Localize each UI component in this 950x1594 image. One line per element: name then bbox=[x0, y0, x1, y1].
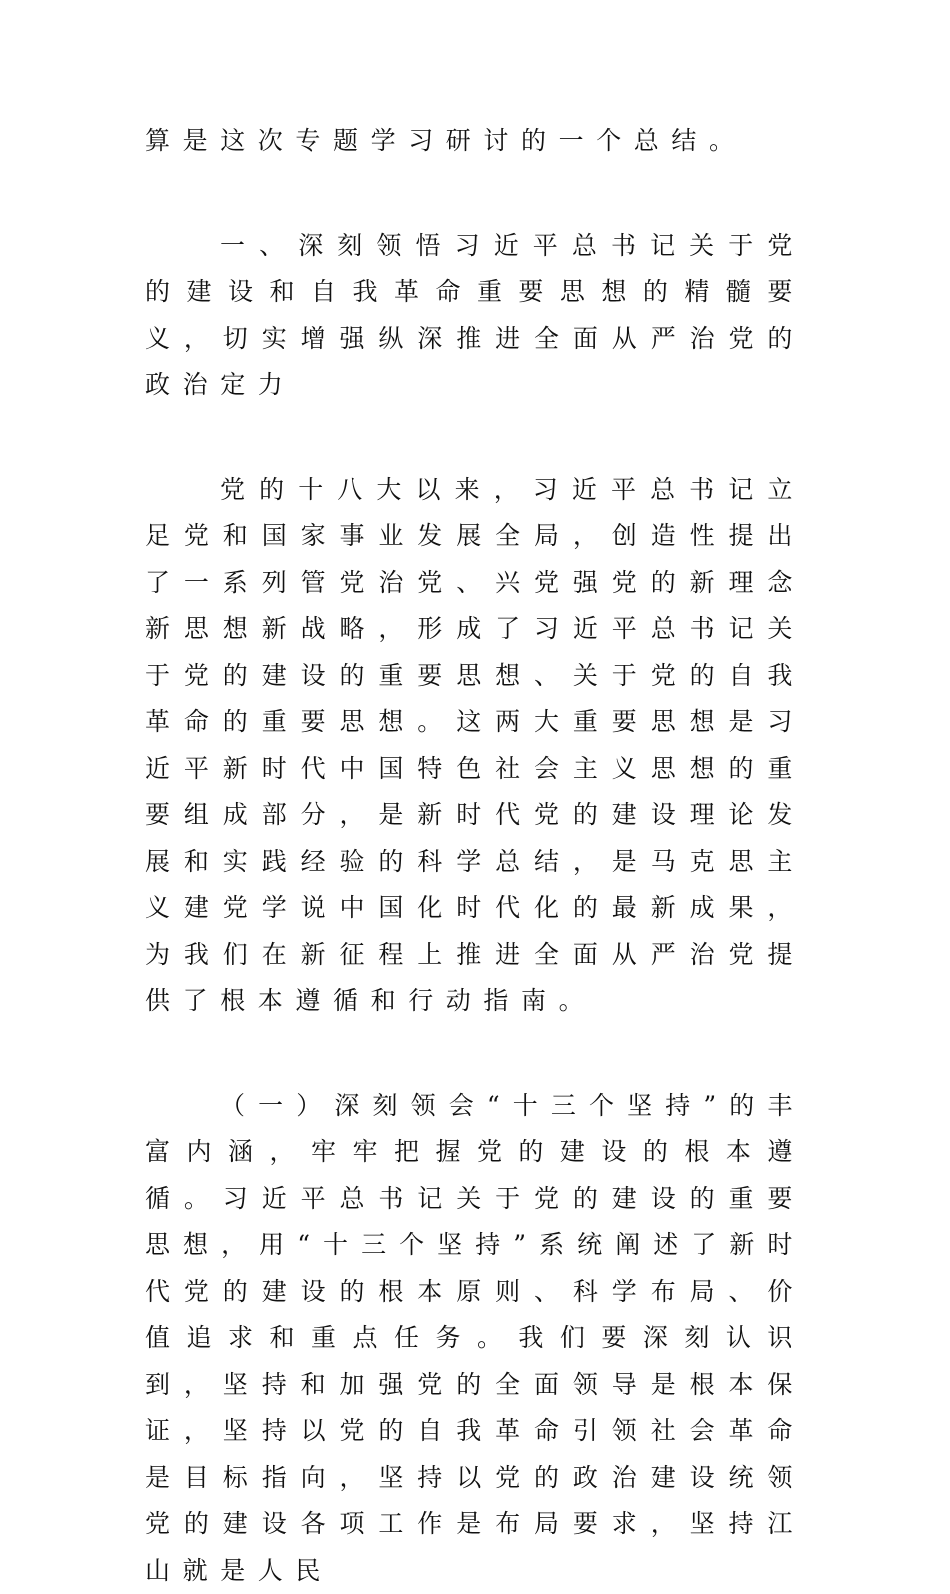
paragraph-gap bbox=[145, 409, 805, 467]
subsection-paragraph: （一）深刻领会“十三个坚持”的丰富内涵，牢牢把握党的建设的根本遵循。习近平总书记关于党的建设的重要思想，用“十三个坚持”系统阐述了新时代党的建设的根本原则、科学布局、价值追求和重点任务。我们要深刻认识到，坚持和加强党的全面领导是根本保证，坚持以党的自我革命引领社会革命是目标指向，坚持以党的政治建设统领党的建设各项工作是布局要求，坚持江山就是人民 bbox=[145, 1083, 805, 1594]
paragraph-continuation: 算是这次专题学习研讨的一个总结。 bbox=[145, 118, 805, 165]
section-heading: 一、深刻领悟习近平总书记关于党的建设和自我革命重要思想的精髓要义，切实增强纵深推进全面从严治党的政治定力 bbox=[145, 223, 805, 409]
body-paragraph: 党的十八大以来，习近平总书记立足党和国家事业发展全局，创造性提出了一系列管党治党、兴党强党的新理念新思想新战略，形成了习近平总书记关于党的建设的重要思想、关于党的自我革命的重要思想。这两大重要思想是习近平新时代中国特色社会主义思想的重要组成部分，是新时代党的建设理论发展和实践经验的科学总结，是马克思主义建党学说中国化时代化的最新成果，为我们在新征程上推进全面从严治党提供了根本遵循和行动指南。 bbox=[145, 467, 805, 1025]
document-page bbox=[145, 118, 805, 1594]
paragraph-gap bbox=[145, 165, 805, 223]
paragraph-gap bbox=[145, 1025, 805, 1083]
